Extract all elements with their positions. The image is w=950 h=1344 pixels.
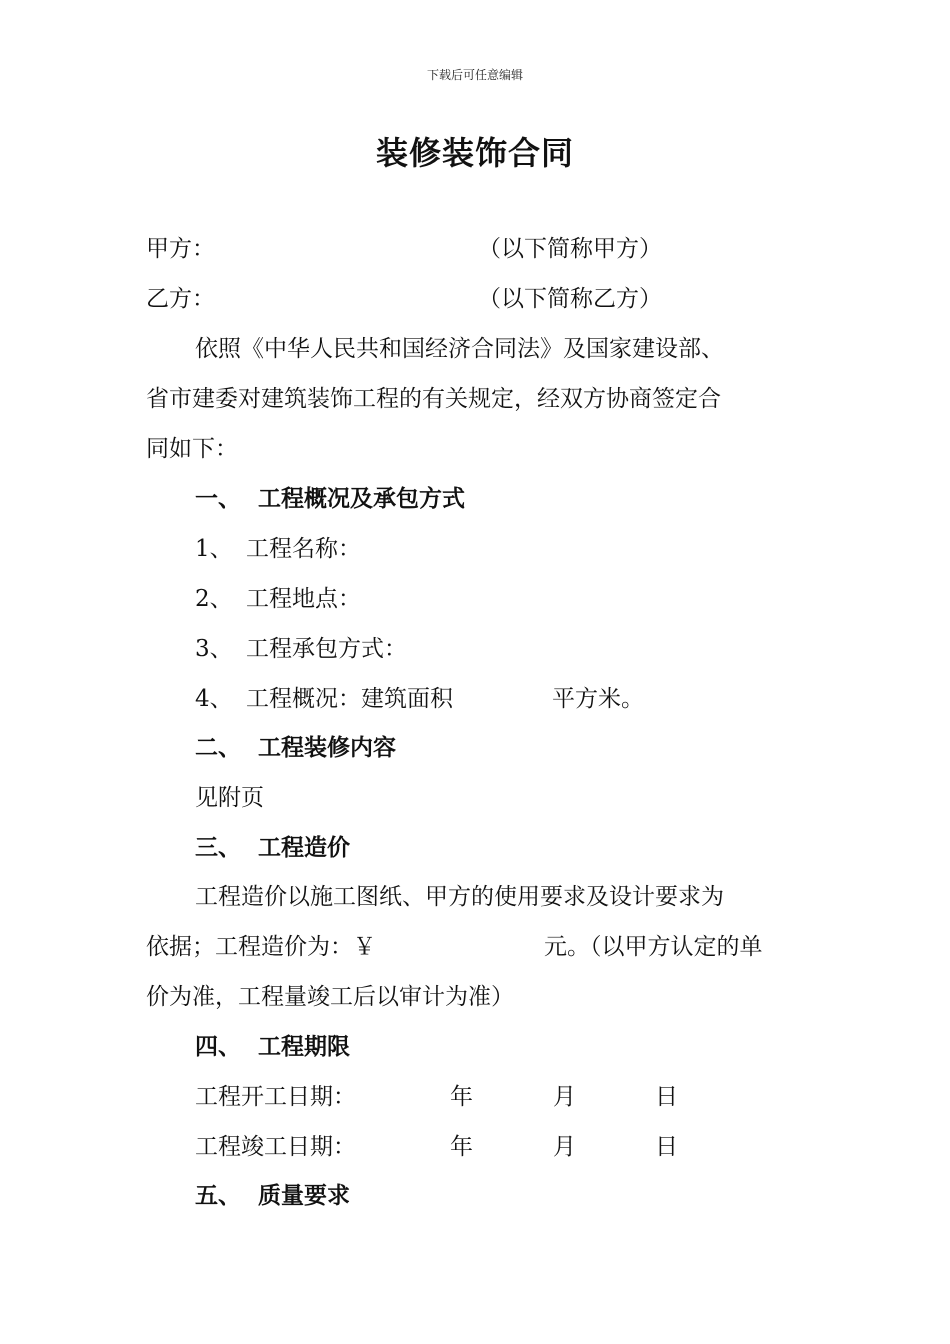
section-1-title: 工程概况及承包方式 — [258, 485, 465, 512]
document-title: 装修装饰合同 — [375, 134, 574, 172]
section-3-line-2-tail: 元。（以甲方认定的单 — [544, 934, 763, 960]
party-a-label: 甲方： — [146, 236, 215, 262]
section-3-line-1: 工程造价以施工图纸、甲方的使用要求及设计要求为 — [195, 884, 724, 910]
item-4-number: 4、 — [195, 686, 233, 712]
section-2-number: 二、 — [195, 734, 241, 761]
section-3-title: 工程造价 — [258, 834, 350, 861]
item-1-number: 1、 — [195, 536, 233, 562]
end-date-month: 月 — [553, 1134, 576, 1160]
section-1-number: 一、 — [195, 485, 241, 512]
section-3-line-3: 价为准，工程量竣工后以审计为准） — [146, 984, 514, 1010]
start-date-month: 月 — [553, 1084, 576, 1110]
item-4-text: 工程概况：建筑面积 — [246, 686, 453, 712]
section-4-title: 工程期限 — [258, 1033, 350, 1060]
item-3-number: 3、 — [195, 636, 233, 662]
party-b-label: 乙方： — [146, 286, 215, 312]
party-a-note: （以下简称甲方） — [478, 236, 662, 262]
start-date-day: 日 — [655, 1084, 678, 1110]
item-4-unit: 平方米。 — [552, 686, 644, 712]
party-b-note: （以下简称乙方） — [478, 286, 662, 312]
start-date-label: 工程开工日期： — [195, 1084, 356, 1110]
item-3-text: 工程承包方式： — [246, 636, 407, 662]
item-2-text: 工程地点： — [246, 586, 361, 612]
intro-line-1: 依照《中华人民共和国经济合同法》及国家建设部、 — [195, 336, 724, 362]
start-date-year: 年 — [450, 1084, 473, 1110]
intro-line-2: 省市建委对建筑装饰工程的有关规定，经双方协商签定合 — [146, 386, 721, 412]
section-4-number: 四、 — [195, 1033, 241, 1060]
intro-line-3: 同如下： — [146, 436, 238, 462]
page-header: 下载后可任意编辑 — [426, 68, 523, 82]
section-3-line-2: 依据；工程造价为：￥ — [146, 934, 376, 960]
item-1-text: 工程名称： — [246, 536, 361, 562]
end-date-label: 工程竣工日期： — [195, 1134, 356, 1160]
item-2-number: 2、 — [195, 586, 233, 612]
end-date-day: 日 — [655, 1134, 678, 1160]
section-3-number: 三、 — [195, 834, 241, 861]
section-5-number: 五、 — [195, 1182, 241, 1209]
section-2-title: 工程装修内容 — [258, 734, 396, 761]
section-2-body: 见附页 — [195, 785, 264, 811]
section-5-title: 质量要求 — [258, 1182, 350, 1209]
end-date-year: 年 — [450, 1134, 473, 1160]
